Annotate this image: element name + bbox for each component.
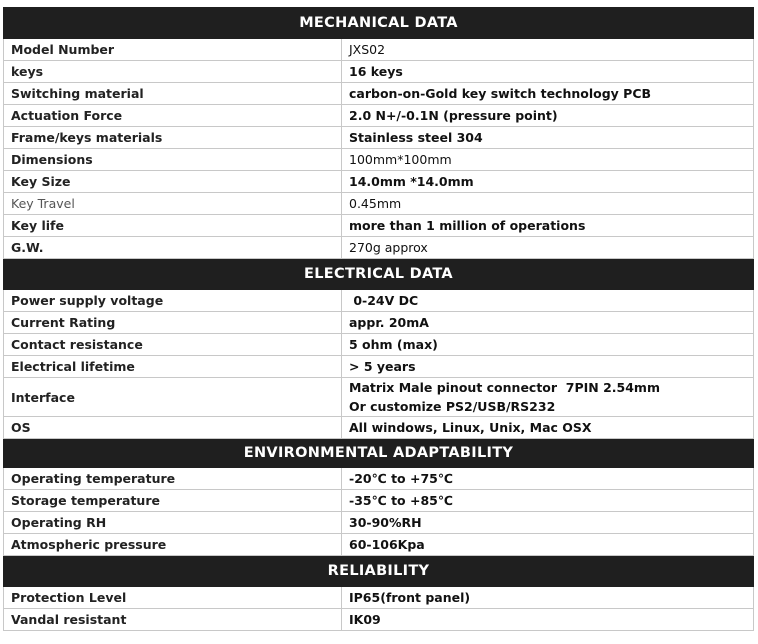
row-label: Actuation Force — [4, 105, 342, 127]
row-label: Electrical lifetime — [4, 356, 342, 378]
row-label: Operating temperature — [4, 468, 342, 490]
row-label: keys — [4, 61, 342, 83]
section-title: MECHANICAL DATA — [4, 8, 754, 39]
table-row — [4, 127, 754, 149]
table-row — [4, 83, 754, 105]
row-label: Power supply voltage — [4, 290, 342, 312]
section-header-mechanical — [4, 8, 754, 39]
table-row — [4, 334, 754, 356]
row-value — [342, 378, 754, 417]
row-label: Protection Level — [4, 587, 342, 609]
row-label: Storage temperature — [4, 490, 342, 512]
row-value: more than 1 million of operations — [342, 215, 754, 237]
table-row — [4, 534, 754, 556]
table-row — [4, 149, 754, 171]
row-value: 5 ohm (max) — [342, 334, 754, 356]
row-label: Vandal resistant — [4, 609, 342, 631]
table-row — [4, 312, 754, 334]
row-value: 100mm*100mm — [342, 149, 754, 171]
row-label: Dimensions — [4, 149, 342, 171]
table-row — [4, 378, 754, 417]
row-value: IP65(front panel) — [342, 587, 754, 609]
row-value: 30-90%RH — [342, 512, 754, 534]
section-header-electrical — [4, 259, 754, 290]
row-value: Stainless steel 304 — [342, 127, 754, 149]
section-header-reliability — [4, 556, 754, 587]
table-row — [4, 609, 754, 631]
row-label: Current Rating — [4, 312, 342, 334]
table-row — [4, 587, 754, 609]
table-row — [4, 193, 754, 215]
row-label: Atmospheric pressure — [4, 534, 342, 556]
row-value: 60-106Kpa — [342, 534, 754, 556]
table-row — [4, 417, 754, 439]
row-value: 0.45mm — [342, 193, 754, 215]
table-row — [4, 490, 754, 512]
spec-table — [3, 7, 754, 631]
section-title: ENVIRONMENTAL ADAPTABILITY — [4, 439, 754, 468]
row-value: 16 keys — [342, 61, 754, 83]
table-row — [4, 237, 754, 259]
row-label: OS — [4, 417, 342, 439]
table-row — [4, 215, 754, 237]
table-row — [4, 105, 754, 127]
row-label: Key Size — [4, 171, 342, 193]
row-label: Interface — [4, 378, 342, 417]
section-title: ELECTRICAL DATA — [4, 259, 754, 290]
row-label: Frame/keys materials — [4, 127, 342, 149]
row-value: JXS02 — [342, 39, 754, 61]
row-value: -35℃ to +85℃ — [342, 490, 754, 512]
row-label: G.W. — [4, 237, 342, 259]
section-header-environmental — [4, 439, 754, 468]
table-row — [4, 356, 754, 378]
row-value: All windows, Linux, Unix, Mac OSX — [342, 417, 754, 439]
table-row — [4, 39, 754, 61]
row-label: Key life — [4, 215, 342, 237]
table-row — [4, 61, 754, 83]
row-label: Switching material — [4, 83, 342, 105]
table-row — [4, 290, 754, 312]
row-value: 0-24V DC — [342, 290, 754, 312]
row-value: appr. 20mA — [342, 312, 754, 334]
table-row — [4, 512, 754, 534]
table-row — [4, 171, 754, 193]
row-value: 2.0 N+/-0.1N (pressure point) — [342, 105, 754, 127]
row-value: > 5 years — [342, 356, 754, 378]
table-row — [4, 468, 754, 490]
row-label: Model Number — [4, 39, 342, 61]
row-value: 270g approx — [342, 237, 754, 259]
interface-line-2: Or customize PS2/USB/RS232 — [349, 399, 556, 414]
row-label: Key Travel — [4, 193, 342, 215]
row-label: Operating RH — [4, 512, 342, 534]
row-value: IK09 — [342, 609, 754, 631]
row-value: 14.0mm *14.0mm — [342, 171, 754, 193]
row-value: carbon-on-Gold key switch technology PCB — [342, 83, 754, 105]
interface-line-1: Matrix Male pinout connector 7PIN 2.54mm — [349, 380, 660, 395]
row-value: -20℃ to +75℃ — [342, 468, 754, 490]
row-label: Contact resistance — [4, 334, 342, 356]
section-title: RELIABILITY — [4, 556, 754, 587]
